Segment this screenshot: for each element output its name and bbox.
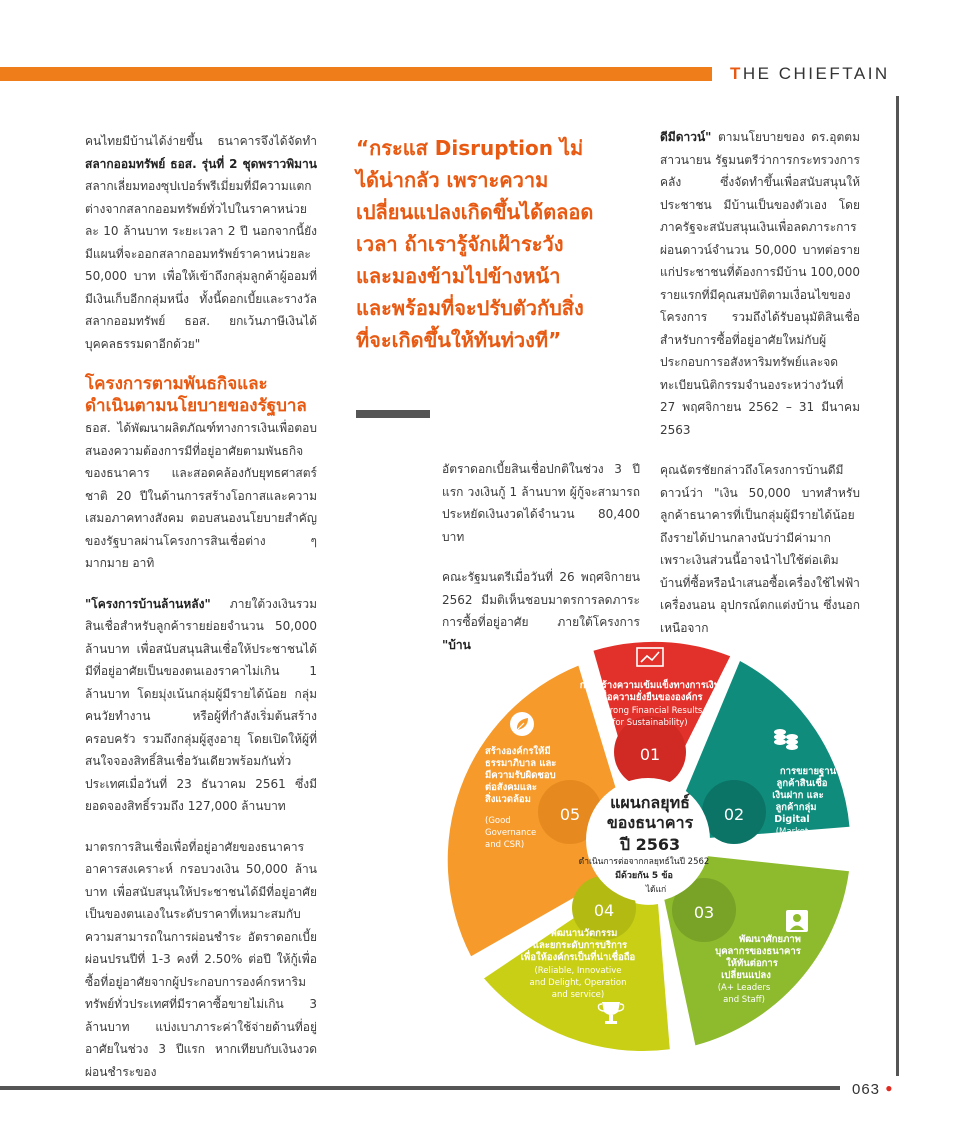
col3-para-1: ดีมีดาวน์" ตามนโยบายของ ดร.อุตตม สาวนายน รัฐมนตรีว่าการกระทรวงการคลัง ซึ่งจัดทำขึ้นเพื่อสนับสนุนให้ประชาชน มีบ้านเป็นของตัวเอง โดยภาครัฐจะสนับสนุนเงินเพื่อลดภาระการผ่อนดาวน์จำนวน 50,000 บาทต่อราย แก่ประชาชนที่ต้องการมีบ้าน 100,000 รายแรกที่มีคุณสมบัติตามเงื่อนไขของโครงการ รวมถึงได้รับอนุมัติสินเชื่อสำหรับการซื้อที่อยู่อาศัยใหม่กับผู้ประกอบการอสังหาริมทรัพย์และจดทะเบียนนิติกรรมจำนองระหว่างวันที่ 27 พฤศจิกายน 2562 – 31 มีนาคม 2563 [660,130,860,437]
segment-3-number: 03 [693,903,715,922]
segment-5-en-1: (Good [485,816,511,826]
segment-5-title-3: มีความรับผิดชอบ [485,770,556,781]
center-title-2: ของธนาคาร [606,813,694,832]
quote-bar [356,410,430,418]
segment-1-en-2: for Sustainability) [612,718,688,728]
segment-5-title-2: ธรรมาภิบาล และ [485,758,557,769]
segment-4-number: 04 [593,901,615,920]
segment-3-title-1: พัฒนาศักยภาพ [739,934,801,945]
center-title-1: แผนกลยุทธ์ [610,793,690,812]
center-year: ปี 2563 [619,835,681,854]
footer-line [0,1086,840,1090]
segment-5-title-5: สิ่งแวดล้อม [485,794,531,805]
brand-rest: HE CHIEFTAIN [742,64,890,83]
col2-para-1: อัตราดอกเบี้ยสินเชื่อปกติในช่วง 3 ปีแรก วงเงินกู้ 1 ล้านบาท ผู้กู้จะสามารถประหยัดเงินงวดได้จำนวน 80,400 บาท [442,462,640,544]
segment-3-en-2: and Staff) [723,995,765,1005]
segment-2-title-3: เงินฝาก และ [772,790,824,801]
segment-1-title-2: เพื่อความยั่งยืนขององค์กร [597,692,703,703]
leaf-icon [510,712,534,736]
segment-4-en-3: and service) [551,990,605,1000]
col1-para-1: คนไทยมีบ้านได้ง่ายขึ้น ธนาคารจึงได้จัดทำ สลากออมทรัพย์ ธอส. รุ่นที่ 2 ชุดพราวพิมาน สลากเลี่ยมทองซุปเปอร์พรีเมี่ยมที่มีความแตกต่างจากสลากออมทรัพย์ทั่วไปในราคาหน่วยละ 10 ล้านบาท ระยะเวลา 2 ปี นอกจากนี้ยังมีแผนที่จะออกสลากออมทรัพย์ราคาหน่วยละ 50,000 บาท เพื่อให้เข้าถึงกลุ่มลูกค้าผู้ออมที่มีเงินเก็บอีกกลุ่มหนึ่ง ทั้งนี้ดอกเบี้ยและรางวัลสลากออมทรัพย์ ธอส. ยกเว้นภาษีเงินได้บุคคลธรรมดาอีกด้วย" [85,134,317,351]
center-sub-1: ดำเนินการต่อจากกลยุทธ์ในปี 2562 [578,857,710,867]
segment-5-number: 05 [559,805,581,824]
segment-4-title-2: และยกระดับการบริการ [532,940,628,951]
segment-4-en-2: and Delight, Operation [529,978,627,988]
magazine-brand [730,64,890,84]
segment-1-title-1: การสร้างความเข้มแข็งทางการเงิน [579,680,721,691]
segment-5-title-1: สร้างองค์กรให้มี [485,746,551,757]
brand-initial: T [730,64,743,83]
col3-para-2: คุณฉัตรชัยกล่าวถึงโครงการบ้านดีมีดาวน์ว่า "เงิน 50,000 บาทสำหรับลูกค้าธนาคารที่เป็นกลุ่มผู้มีรายได้น้อยถึงรายได้ปานกลางนับว่ามีค่ามาก เพราะเงินส่วนนี้อาจนำไปใช้ต่อเติมบ้านที่ซื้อหรือนำเสนอซื้อเครื่องใช้ไฟฟ้า เครื่องนอน อุปกรณ์ตกแต่งบ้าน ซึ่งนอกเหนือจาก [660,463,860,635]
segment-5-en-2: Governance [485,828,537,838]
segment-4-title-1: พัฒนานวัตกรรม [550,928,618,939]
segment-1-en-1: (Strong Financial Results [597,706,703,716]
segment-2-number: 02 [723,805,745,824]
column-1 [85,130,317,1101]
segment-2-en-2: Leader) [775,839,809,849]
segment-2-en-1: (Market [775,827,809,837]
segment-3-title-3: ให้ทันต่อการ [726,958,778,969]
segment-3-title-2: บุคลากรของธนาคาร [715,946,801,957]
segment-4-title-3: เพื่อให้องค์กรเป็นที่น่าเชื่อถือ [520,952,636,963]
segment-2-title-4: ลูกค้ากลุ่ม [775,802,817,813]
segment-3-en-1: (A+ Leaders [717,983,771,993]
col2-para-2: คณะรัฐมนตรีเมื่อวันที่ 26 พฤศจิกายน 2562 มีมติเห็นชอบมาตรการลดภาระการซื้อที่อยู่อาศัย ภายใต้โครงการ "บ้าน [442,570,640,652]
segment-2-title-2: ลูกค้าสินเชื่อ [776,778,828,789]
strategy-wheel-diagram [440,640,860,1060]
segment-2-title-5: Digital [774,814,810,825]
segment-4-en-1: (Reliable, Innovative [534,966,622,976]
person-icon [786,910,808,932]
page-number: 063 ● [852,1081,894,1098]
right-divider [896,96,899,1076]
center-sub-3: ได้แก่ [645,885,667,895]
page-dot-icon: ● [885,1081,894,1095]
segment-3-title-4: เปลี่ยนแปลง [721,970,771,981]
col1-para-4: มาตรการสินเชื่อเพื่อที่อยู่อาศัยของธนาคารอาคารสงเคราะห์ กรอบวงเงิน 50,000 ล้านบาท เพื่อสนับสนุนให้ประชาชนได้มีที่อยู่อาศัยเป็นของตนเองในระดับราคาที่เหมาะสมกับความสามารถในการผ่อนชำระ อัตราดอกเบี้ย ผ่อนปรนปีที่ 1-3 คงที่ 2.50% ต่อปี ให้กู้เพื่อซื้อที่อยู่อาศัยจากผู้ประกอบการองค์กรหาริมทรัพย์ทั่วประเทศที่มีราคาซื้อขายไม่เกิน 3 ล้านบาท แบ่งเบาภาระค่าใช้จ่ายด้านที่อยู่อาศัยในช่วง 3 ปีแรก หากเทียบกับเงินงวดผ่อนชำระของ [85,839,317,1079]
center-sub-2: มีด้วยกัน 5 ข้อ [615,871,673,881]
segment-2-title-1: การขยายฐาน [779,766,837,777]
segment-5-title-4: ต่อสังคมและ [485,782,537,793]
column-3 [660,126,860,657]
col1-para-2: ธอส. ได้พัฒนาผลิตภัณฑ์ทางการเงินเพื่อตอบสนองความต้องการมีที่อยู่อาศัยตามพันธกิจของธนาคาร และสอดคล้องกับยุทธศาสตร์ชาติ 20 ปีในด้านการสร้างโอกาสและความเสมอภาคทางสังคม ตอบสนองนโยบายสำคัญของรัฐบาลผ่านโครงการสินเชื่อต่าง ๆ มากมาย อาทิ [85,421,317,570]
header-accent-bar [0,67,712,81]
section-heading: โครงการตามพันธกิจและดำเนินตามนโยบายของรัฐบาล [85,374,307,416]
segment-1-number: 01 [639,745,661,764]
segment-5-en-3: and CSR) [485,840,525,850]
col1-para-3: "โครงการบ้านล้านหลัง" ภายใต้วงเงินรวมสินเชื่อสำหรับลูกค้ารายย่อยจำนวน 50,000 ล้านบาท เพื่อสนับสนุนสินเชื่อให้ประชาชนได้มีที่อยู่อาศัยเป็นของตนเองราคาไม่เกิน 1 ล้านบาท โดยมุ่งเน้นกลุ่มผู้มีรายได้น้อย กลุ่มคนวัยทำงาน หรือผู้ที่กำลังเริ่มต้นสร้างครอบครัว รวมถึงกลุ่มผู้สูงอายุ โดยเปิดให้ผู้ที่สนใจจองสิทธิ์สินเชื่อวันเดียวพร้อมกันทั่วประเทศเมื่อวันที่ 23 ธันวาคม 2561 ซึ่งมียอดจองสิทธิ์รวมถึง 127,000 ล้านบาท [85,596,317,813]
pull-quote: “กระแส Disruption ไม่ได้น่ากลัว เพราะความเปลี่ยนแปลงเกิดขึ้นได้ตลอดเวลา ถ้าเรารู้จักเฝ้าระวังและมองข้ามไปข้างหน้า และพร้อมที่จะปรับตัวกับสิ่งที่จะเกิดขึ้นให้ทันท่วงที” [356,136,594,352]
